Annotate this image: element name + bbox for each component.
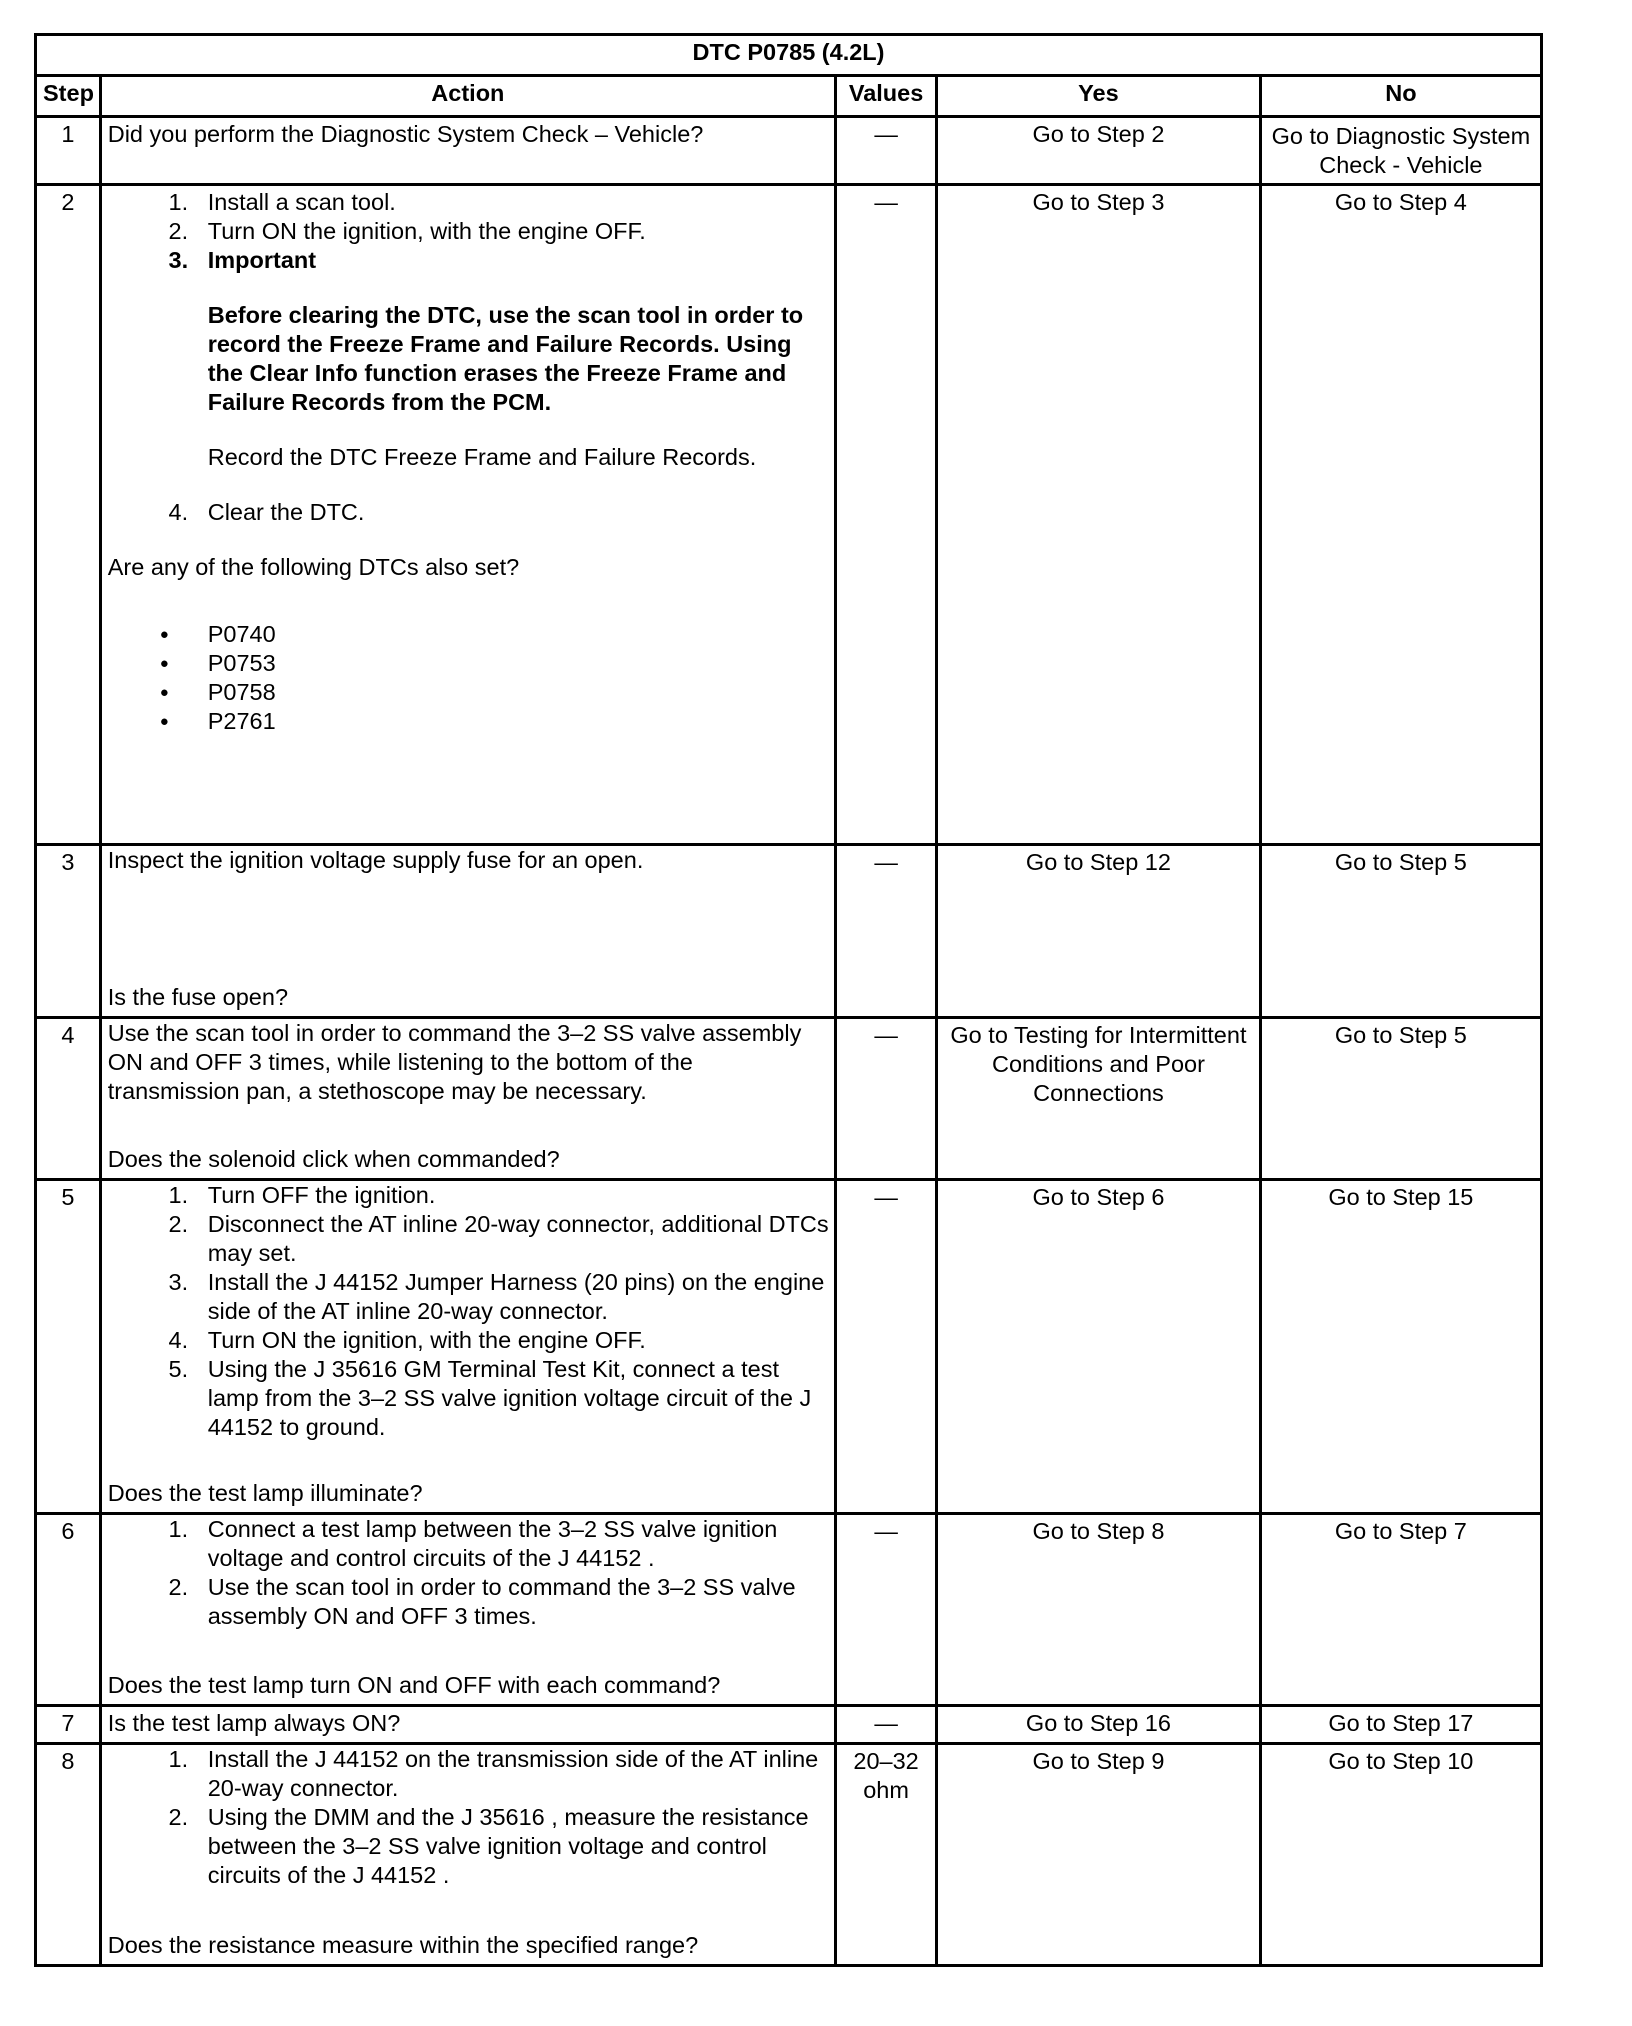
no-cell: Go to Step 5 <box>1260 845 1541 1018</box>
step-number: 3 <box>36 845 101 1018</box>
table-row <box>36 117 1542 185</box>
yes-cell: Go to Step 16 <box>937 1706 1261 1744</box>
step-number: 8 <box>36 1744 101 1966</box>
table-row <box>36 185 1542 845</box>
step-number: 2 <box>36 185 101 845</box>
header-values: Values <box>836 76 937 117</box>
values-cell: — <box>836 185 937 845</box>
no-cell: Go to Step 17 <box>1260 1706 1541 1744</box>
yes-cell: Go to Step 8 <box>937 1514 1261 1706</box>
action-step: 2. Use the scan tool in order to command the 3–2 SS valve assembly ON and OFF 3 times. <box>208 1573 830 1631</box>
action-question: Is the fuse open? <box>107 984 289 1010</box>
dtc-table <box>34 33 1543 1967</box>
values-cell: — <box>836 1180 937 1514</box>
action-step: 4. Clear the DTC. <box>208 498 828 527</box>
action-steps <box>108 498 828 527</box>
yes-cell: Go to Step 3 <box>937 185 1261 845</box>
step-number: 6 <box>36 1514 101 1706</box>
table-row <box>36 1514 1542 1706</box>
values-cell: — <box>836 1018 937 1180</box>
values-cell: — <box>836 1706 937 1744</box>
values-cell: — <box>836 117 937 185</box>
action-step: 4. Turn ON the ignition, with the engine OFF. <box>208 1326 830 1355</box>
dtc-item: ● P2761 <box>208 707 828 736</box>
yes-cell: Go to Testing for Intermittent Conditions and Poor Connections <box>937 1018 1261 1180</box>
no-cell: Go to Step 15 <box>1260 1180 1541 1514</box>
step-number: 1 <box>36 117 101 185</box>
no-cell: Go to Step 10 <box>1260 1744 1541 1966</box>
action-step: 2. Using the DMM and the J 35616 , measure the resistance between the 3–2 SS valve ignition voltage and control circuits of the J 44152 . <box>208 1803 830 1890</box>
yes-cell: Go to Step 12 <box>937 845 1261 1018</box>
action-steps <box>108 1515 830 1631</box>
action-question: Does the resistance measure within the specified range? <box>107 1932 699 1958</box>
dtc-item: ● P0758 <box>208 678 828 707</box>
header-action: Action <box>100 76 835 117</box>
action-question: Does the test lamp turn ON and OFF with each command? <box>107 1672 721 1698</box>
action-text: Use the scan tool in order to command the 3–2 SS valve assembly ON and OFF 3 times, while listening to the bottom of the transmission pan, a stethoscope may be necessary. <box>107 1020 802 1104</box>
action-cell <box>100 117 835 185</box>
table-row <box>36 1018 1542 1180</box>
yes-cell: Go to Step 6 <box>937 1180 1261 1514</box>
action-step: 5. Using the J 35616 GM Terminal Test Kit, connect a test lamp from the 3–2 SS valve ignition voltage circuit of the J 44152 to ground. <box>208 1355 830 1442</box>
action-steps <box>108 188 828 275</box>
important-label: 3. Important <box>208 246 828 275</box>
action-step: 2. Turn ON the ignition, with the engine OFF. <box>208 217 828 246</box>
action-step: 1. Install the J 44152 on the transmission side of the AT inline 20-way connector. <box>208 1745 830 1803</box>
dtc-item: ● P0753 <box>208 649 828 678</box>
action-step: 1. Turn OFF the ignition. <box>208 1181 830 1210</box>
yes-cell: Go to Step 9 <box>937 1744 1261 1966</box>
values-cell: 20–32 ohm <box>836 1744 937 1966</box>
table-row <box>36 1706 1542 1744</box>
action-cell <box>100 185 835 845</box>
no-cell: Go to Step 7 <box>1260 1514 1541 1706</box>
action-question: Are any of the following DTCs also set? <box>107 554 520 580</box>
action-steps <box>108 1181 830 1442</box>
action-step: 1. Connect a test lamp between the 3–2 SS valve ignition voltage and control circuits of the J 44152 . <box>208 1515 830 1573</box>
dtc-item: ● P0740 <box>208 620 828 649</box>
table-row <box>36 1180 1542 1514</box>
values-cell: — <box>836 845 937 1018</box>
no-cell: Go to Diagnostic System Check - Vehicle <box>1260 117 1541 185</box>
important-note: Before clearing the DTC, use the scan tool in order to record the Freeze Frame and Failure Records. Using the Clear Info function erases the Freeze Frame and Failure Records from the PCM. <box>207 302 804 415</box>
record-instruction: Record the DTC Freeze Frame and Failure Records. <box>207 444 757 470</box>
action-steps <box>108 1745 830 1890</box>
action-step: 1. Install a scan tool. <box>208 188 828 217</box>
action-question: Does the test lamp illuminate? <box>107 1480 423 1506</box>
values-cell: — <box>836 1514 937 1706</box>
action-question: Does the solenoid click when commanded? <box>107 1146 560 1172</box>
action-cell <box>100 1744 835 1966</box>
table-title: DTC P0785 (4.2L) <box>36 35 1542 76</box>
action-text: Inspect the ignition voltage supply fuse for an open. <box>107 847 644 873</box>
header-no: No <box>1260 76 1541 117</box>
action-question: Did you perform the Diagnostic System Check – Vehicle? <box>107 121 704 147</box>
header-yes: Yes <box>937 76 1261 117</box>
step-number: 4 <box>36 1018 101 1180</box>
no-cell: Go to Step 5 <box>1260 1018 1541 1180</box>
step-number: 7 <box>36 1706 101 1744</box>
action-step: 3. Install the J 44152 Jumper Harness (20 pins) on the engine side of the AT inline 20-way connector. <box>208 1268 830 1326</box>
action-cell <box>100 1018 835 1180</box>
action-cell <box>100 1706 835 1744</box>
yes-cell: Go to Step 2 <box>937 117 1261 185</box>
action-step: 2. Disconnect the AT inline 20-way connector, additional DTCs may set. <box>208 1210 830 1268</box>
action-cell <box>100 845 835 1018</box>
dtc-list <box>108 620 828 736</box>
action-cell <box>100 1180 835 1514</box>
step-number: 5 <box>36 1180 101 1514</box>
table-row <box>36 845 1542 1018</box>
table-row <box>36 1744 1542 1966</box>
action-question: Is the test lamp always ON? <box>107 1710 401 1736</box>
no-cell: Go to Step 4 <box>1260 185 1541 845</box>
header-step: Step <box>36 76 101 117</box>
action-cell <box>100 1514 835 1706</box>
